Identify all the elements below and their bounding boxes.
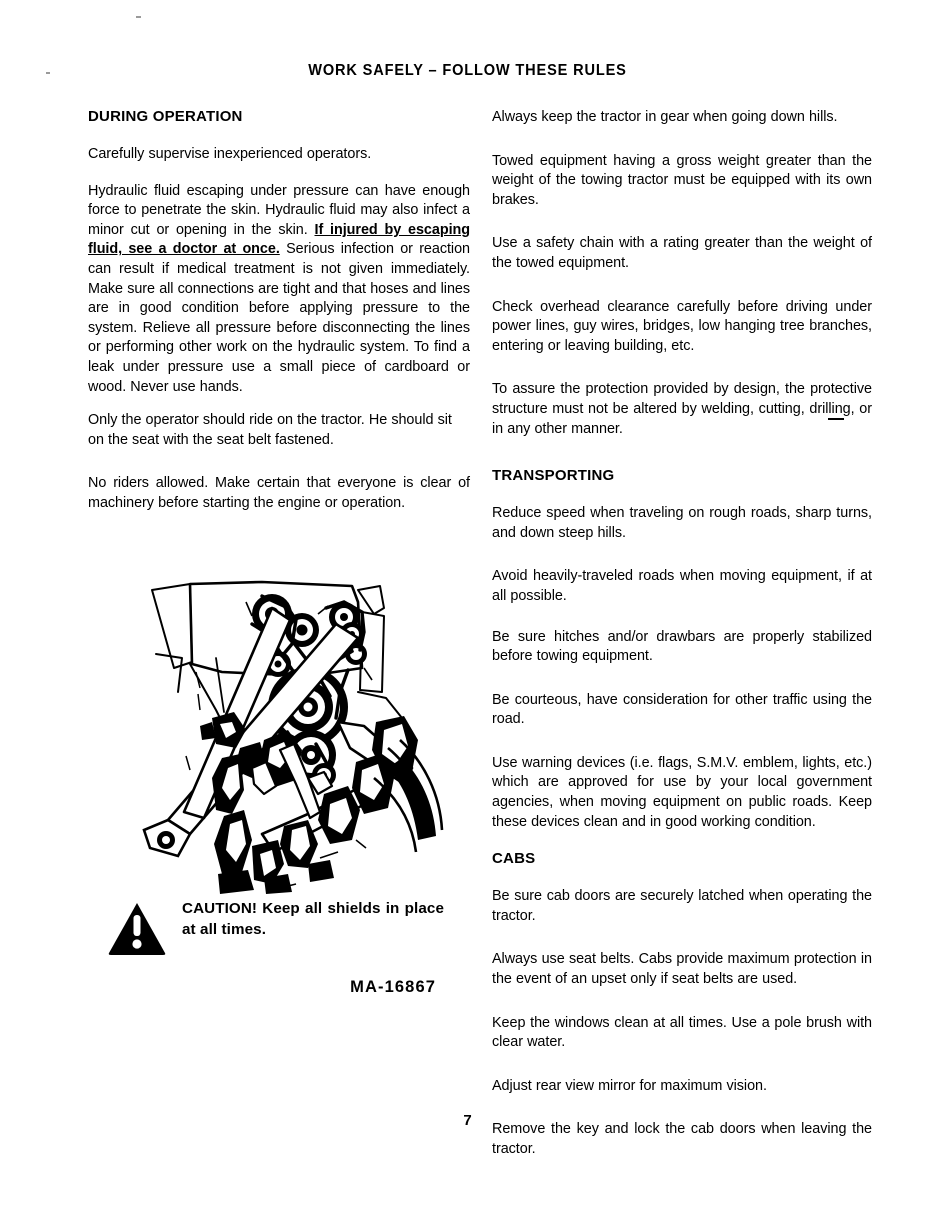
paragraph-hydraulic-fluid: [88, 182, 470, 398]
hydraulic-lead-text: Hydraulic fluid escaping under pressure can have enough force to penetrate the skin. Hydraulic fluid may also infect a minor cut or opening in the skin.: [88, 182, 470, 238]
paragraph-overhead-clearance: Check overhead clearance carefully before driving under power lines, guy wires, bridges, low hanging tree branches, entering or leaving building, etc.: [492, 298, 872, 354]
paragraph-keep-in-gear: Always keep the tractor in gear when going down hills.: [492, 109, 838, 125]
caution-block: [108, 898, 468, 997]
tractor-belt-drive-illustration: [112, 572, 454, 902]
paragraph-towed-equipment-brakes: Towed equipment having a gross weight greater than the weight of the towing tractor must be equipped with its own brakes.: [492, 152, 872, 208]
caution-text: CAUTION! Keep all shields in place at all times.: [182, 900, 444, 938]
paragraph-only-operator-rides: Only the operator should ride on the tractor. He should sit on the seat with the seat belt fastened.: [88, 412, 452, 448]
paragraph-remove-key: Remove the key and lock the cab doors when leaving the tractor.: [492, 1121, 872, 1157]
paragraph-rear-view-mirror: Adjust rear view mirror for maximum vision.: [492, 1077, 767, 1094]
right-column: [492, 108, 872, 1160]
paragraph-cab-doors-latched: Be sure cab doors are securely latched when operating the tractor.: [492, 888, 872, 924]
hydraulic-emphasis-warning: If injured by escaping fluid, see a doctor at once.: [88, 221, 470, 258]
paragraph-supervise-operators: Carefully supervise inexperienced operators.: [88, 146, 372, 162]
paragraph-clean-windows: Keep the windows clean at all times. Use a pole brush with clear water.: [492, 1014, 872, 1051]
warning-triangle-icon: [108, 902, 166, 956]
page-number: 7: [463, 1112, 472, 1129]
paragraph-avoid-heavy-traffic: Avoid heavily-traveled roads when moving equipment, if at all possible.: [492, 568, 872, 604]
paragraph-safety-chain: Use a safety chain with a rating greater than the weight of the towed equipment.: [492, 235, 872, 271]
paragraph-no-riders: No riders allowed. Make certain that everyone is clear of machinery before starting the engine or operation.: [88, 475, 470, 511]
scan-artifact-tick-top: [136, 16, 141, 18]
part-number: MA-16867: [350, 978, 436, 996]
paragraph-seat-belts-cabs: Always use seat belts. Cabs provide maximum protection in the event of an upset only if seat belts are used.: [492, 951, 872, 988]
paragraph-protective-structure: To assure the protection provided by design, the protective structure must not be altered by welding, cutting, drilling, or in any other manner.: [492, 381, 872, 437]
scan-artifact-dash: [828, 418, 844, 420]
paragraph-reduce-speed: Reduce speed when traveling on rough roads, sharp turns, and down steep hills.: [492, 505, 872, 541]
left-column: [88, 108, 470, 531]
section-heading-during-operation: DURING OPERATION: [88, 108, 243, 125]
section-heading-cabs: CABS: [492, 850, 536, 868]
hydraulic-tail-text: Serious infection or reaction can result if medical treatment is not given immediately. Make sure all connections are tight and that hoses and lines are in good condition before applying pressure to the system. Relieve all pressure before disconnecting the lines or performing other work on the hydraulic system. To find a leak under pressure use a small piece of cardboard or wood. Never use hands.: [88, 241, 470, 395]
paragraph-be-courteous: Be courteous, have consideration for other traffic using the road.: [492, 691, 872, 728]
paragraph-warning-devices: Use warning devices (i.e. flags, S.M.V. emblem, lights, etc.) which are approved for use by your local government agencies, when moving equipment on public roads. Keep these devices clean and in good working condition.: [492, 754, 872, 830]
paragraph-hitches-drawbars: Be sure hitches and/or drawbars are properly stabilized before towing equipment.: [492, 628, 872, 665]
section-heading-transporting: TRANSPORTING: [492, 467, 615, 485]
page-title: WORK SAFELY – FOLLOW THESE RULES: [308, 62, 627, 79]
